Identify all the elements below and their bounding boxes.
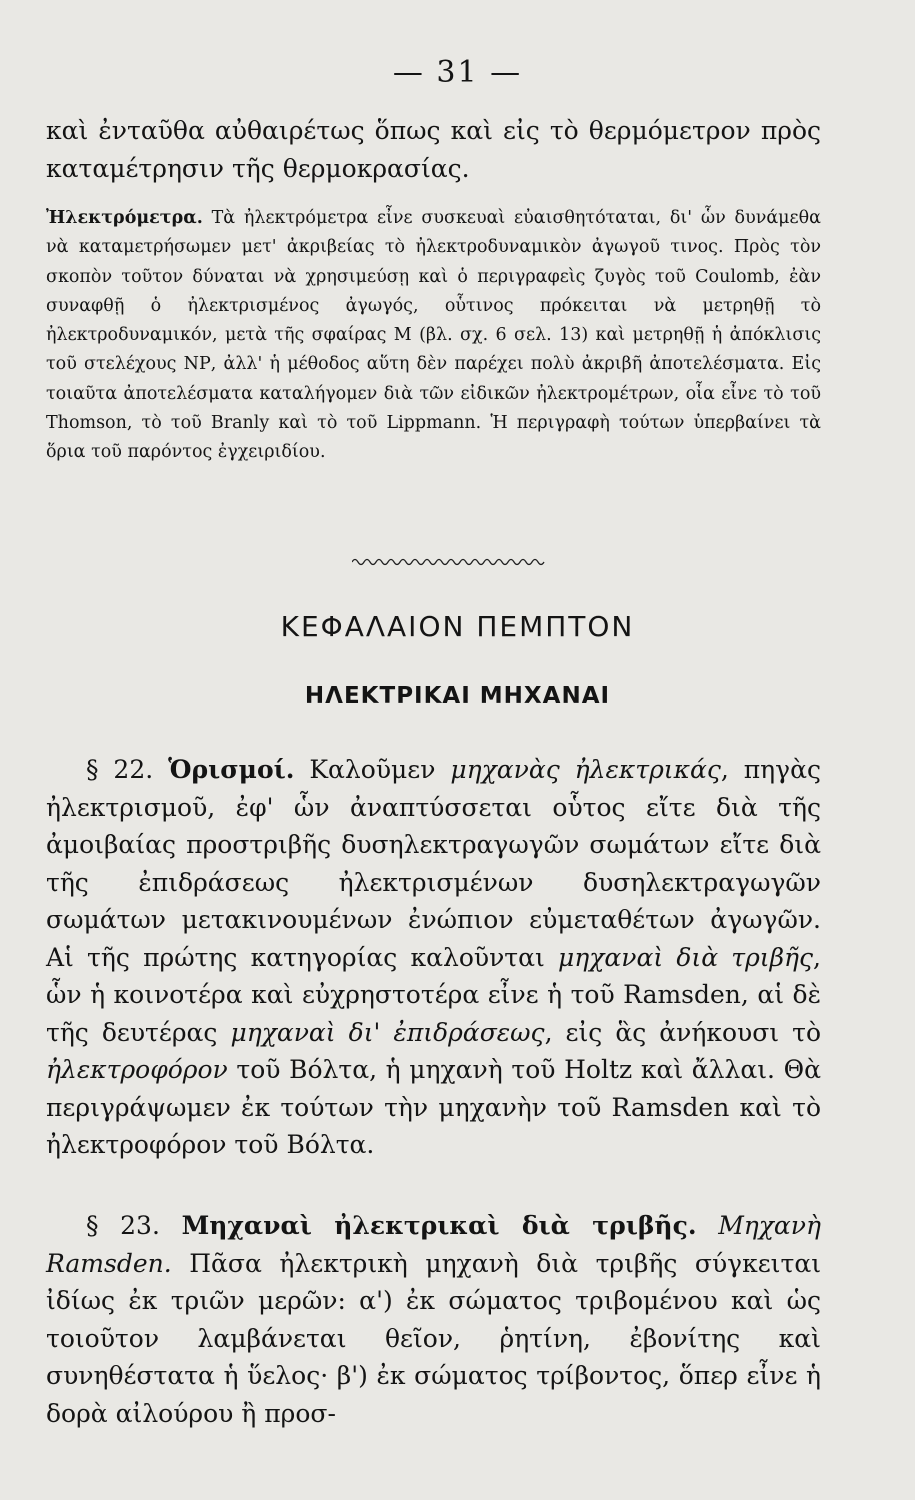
chapter-title: ΚΕΦΑΛΑΙΟΝ ΠΕΜΠΤΟΝ bbox=[280, 610, 635, 643]
section-23-term: Μηχανὴ Ramsden. bbox=[46, 1211, 821, 1278]
electrometers-heading: Ἠλεκτρόμετρα. bbox=[46, 208, 203, 228]
section-23-paragraph bbox=[46, 1207, 821, 1432]
section-22-text: , πηγὰς ἠλεκτρισμοῦ, ἐφ' ὧν ἀναπτύσσεται οὗτος εἴτε διὰ τῆς ἀμοιβαίας προστριβῆς δυσηλεκτραγωγῶν σωμάτων εἴτε διὰ τῆς ἐπιδράσεως ἠλεκτρισμένων δυσηλεκτραγωγῶν σωμάτων μετακινουμένων ἐνώπιον εὐμεταθέτων ἀγωγῶν. Αἱ τῆς πρώτης κατηγορίας καλοῦνται bbox=[46, 755, 821, 972]
intro-paragraph: καὶ ἐνταῦθα αὐθαιρέτως ὅπως καὶ εἰς τὸ θερμόμετρον πρὸς καταμέτρησιν τῆς θερμοκρασίας. bbox=[46, 116, 821, 183]
section-23-text: Πᾶσα ἠλεκτρικὴ μηχανὴ διὰ τριβῆς σύγκειται ἰδίως ἐκ τριῶν μερῶν: α') ἐκ σώματος τριβομένου καὶ ὡς τοιοῦτον λαμβάνεται θεῖον, ῥητίνη, ἐβονίτης καὶ συνηθέστατα ἡ ὕελος· β') ἐκ σώματος τρίβοντος, ὅπερ εἶνε ἡ δορὰ αἰλούρου ἢ προσ- bbox=[46, 1248, 821, 1428]
section-22-term: μηχαναὶ δι' ἐπιδράσεως bbox=[230, 1017, 545, 1047]
section-22-text: Καλοῦμεν bbox=[309, 755, 436, 784]
section-23-heading: Μηχαναὶ ἠλεκτρικαὶ διὰ τριβῆς. bbox=[181, 1211, 697, 1240]
section-22-term: μηχανὰς ἠλεκτρικάς bbox=[450, 755, 721, 784]
section-22-term: ἠλεκτροφόρον bbox=[46, 1055, 228, 1084]
wavy-divider bbox=[352, 557, 547, 567]
section-23-number: § 23. bbox=[86, 1211, 160, 1240]
electrometers-body: Τὰ ἠλεκτρόμετρα εἶνε συσκευαὶ εὐαισθητόταται, δι' ὧν δυνάμεθα νὰ καταμετρήσωμεν μετ' ἀκριβείας τὸ ἠλεκτροδυναμικὸν ἀγωγοῦ τινος. Πρὸς τὸν σκοπὸν τοῦτον δύναται νὰ χρησιμεύσῃ καὶ ὁ περιγραφεὶς ζυγὸς τοῦ Coulomb, ἐὰν συναφθῇ ὁ ἠλεκτρισμένος ἀγωγός, οὗτινος πρόκειται νὰ μετρηθῇ τὸ ἠλεκτροδυναμικόν, μετὰ τῆς σφαίρας Μ (βλ. σχ. 6 σελ. 13) καὶ μετρηθῇ ἡ ἀπόκλισις τοῦ στελέχους ΝΡ, ἀλλ' ἡ μέθοδος αὕτη δὲν παρέχει πολὺ ἀκριβῆ ἀποτελέσματα. Εἰς τοιαῦτα ἀποτελέσματα καταλήγομεν διὰ τῶν εἰδικῶν ἠλεκτρομέτρων, οἷα εἶνε τὸ τοῦ Thomson, τὸ τοῦ Branly καὶ τὸ τοῦ Lippmann. Ἡ περιγραφὴ τούτων ὑπερβαίνει τὰ ὅρια τοῦ παρόντος ἐγχειριδίου. bbox=[46, 208, 821, 463]
section-22-text: τοῦ Βόλτα, ἡ μηχανὴ τοῦ Holtz καὶ ἄλλαι. Θὰ περιγράψωμεν ἐκ τούτων τὴν μηχανὴν τοῦ Ramsden καὶ τὸ ἠλεκτροφόρον τοῦ Βόλτα. bbox=[46, 1055, 822, 1159]
section-22-text: , εἰς ἃς ἀνήκουσι τὸ bbox=[544, 1017, 821, 1047]
chapter-subtitle: ΗΛΕΚΤΡΙΚΑΙ ΜΗΧΑΝΑΙ bbox=[304, 683, 611, 709]
section-22-term: μηχαναὶ διὰ τριβῆς bbox=[558, 942, 814, 972]
section-22-heading: Ὁρισμοί. bbox=[168, 755, 295, 784]
section-22-text: , ὧν ἡ κοινοτέρα καὶ εὐχρηστοτέρα εἶνε ἡ τοῦ Ramsden, αἱ δὲ τῆς δευτέρας bbox=[46, 942, 821, 1047]
section-22-paragraph bbox=[46, 751, 821, 1164]
page-number: — 31 — bbox=[392, 55, 523, 90]
section-22-number: § 22. bbox=[86, 755, 154, 784]
electrometers-paragraph bbox=[46, 204, 821, 468]
